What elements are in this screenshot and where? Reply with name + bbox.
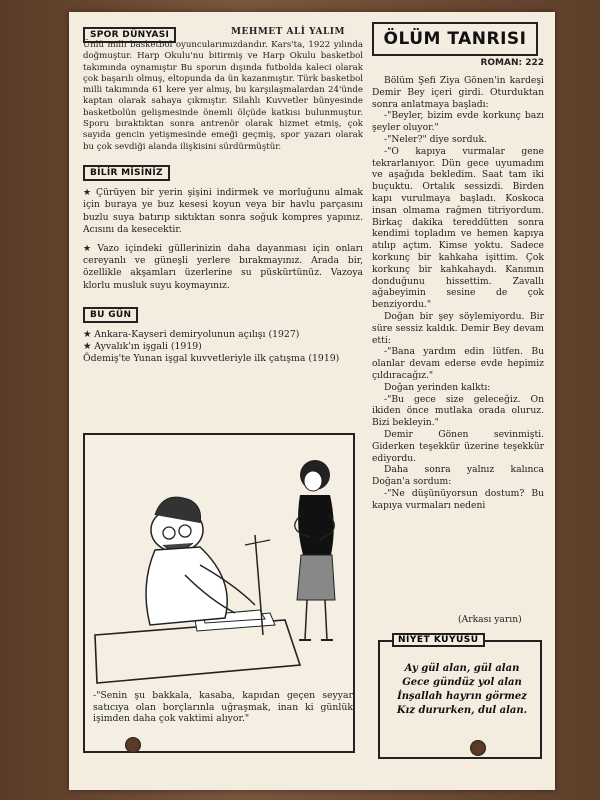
verse-line: Kız dururken, dul alan. — [396, 705, 528, 716]
continued-note: (Arkası yarın) — [458, 614, 522, 625]
punch-hole — [470, 740, 486, 756]
author-name: MEHMET ALİ YALIM — [231, 27, 345, 37]
verse-line: Gece gündüz yol alan — [402, 677, 522, 688]
novel-number: ROMAN: 222 — [480, 58, 544, 68]
novel-paragraph: -"Bana yardım edin lütfen. Bu olanlar devam ederse evde hepimiz çıldıracağız." — [372, 346, 544, 381]
spor-text: Ünlü milli basketbol oyuncularımızdandır. Kars'ta, 1922 yılında doğmuştur. Harp Okulu'nu bitirmiş ve Harp Okulu basketbol takımında oynamıştır Bu sporun dışında futbolda kaleci olarak çok başarılı olmuş, eltopunda da ün kazanmıştır. Türk basketbol milli takımında 61 kere yer almış, bu karşılaşmalardan 24'ünde kaptan olarak sahaya çıkmıştır. Silahlı Kuvvetler bünyesinde basketbolün gelişmesinde önemli ölçüde katkısı bulunmuştur. Sporu bıraktıktan sonra antrenör olarak hizmet etmiş, çok sayıda gencin yetişmesinde emeği geçmiş, spor yazarı olarak bu çok sevdiği alanda ilişkisini sürdürmüştür. — [83, 40, 363, 152]
punch-hole — [125, 737, 141, 753]
niyet-verse — [388, 662, 536, 718]
novel-paragraph: Doğan yerinden kalktı: — [384, 381, 491, 393]
bilir-item-1: ★ Çürüyen bir yerin şişini indirmek ve morluğunu almak için buraya ye buz kesesi koyun veya bir havlu parçasını buzlu suya batırıp sıktıktan sonra soğuk kompres yapınız. Acısını da kesecektir. — [83, 186, 363, 236]
novel-paragraph: -"Neler?" diye sorduk. — [384, 133, 487, 145]
bilir-misiniz-tag: BİLİR MİSİNİZ — [83, 165, 170, 181]
niyet-kuyusu-tag: NİYET KUYUSU — [392, 633, 485, 647]
novel-paragraph: Doğan bir şey söylemiyordu. Bir süre sessiz kaldık. Demir Bey devam etti: — [372, 310, 544, 346]
cartoon-drawing — [85, 435, 349, 685]
novel-title: ÖLÜM TANRISI — [372, 22, 538, 56]
cartoon-caption: -"Senin şu bakkala, kasaba, kapıdan geçen seyyar satıcıya olan borçlarınla uğraşmak, inan ki günlük işimden daha çok vaktimi alıyor." — [93, 690, 353, 725]
novel-paragraph: Bölüm Şefi Ziya Gönen'in kardeşi Demir Bey içeri girdi. Oturduktan sonra anlatmaya başladı: — [372, 75, 544, 110]
novel-text — [372, 75, 544, 511]
bugun-item: ★ Ayvalık'ın işgali (1919) — [83, 341, 202, 353]
bugun-item: ★ Ankara-Kayseri demiryolunun açılışı (1927) — [83, 329, 300, 341]
spor-dunyasi-tag: SPOR DÜNYASI — [83, 27, 176, 43]
star-icon: ★ — [83, 243, 95, 254]
bugun-item: Ödemiş'te Yunan işgal kuvvetleriyle ilk çatışma (1919) — [83, 353, 340, 365]
bilir-item-2: ★ Vazo içindeki güllerinizin daha dayanması için onları cereyanlı ve güneşli yerlere bırakmayınız. Arada bir, özellikle akşamları üzerlerine su püskürtünüz. Vazoya klorlu musluk suyu koymayınız. — [83, 242, 363, 291]
left-column — [83, 22, 363, 365]
niyet-kuyusu-box — [378, 635, 542, 759]
star-icon: ★ — [83, 187, 94, 198]
novel-paragraph: Demir Gönen sevinmişti. Giderken teşekkür üzerine teşekkür ediyordu. — [372, 428, 544, 464]
verse-line: İnşallah hayrın görmez — [397, 691, 527, 702]
bugun-tag: BU GÜN — [83, 307, 138, 323]
verse-line: Ay gül alan, gül alan — [404, 663, 520, 674]
novel-paragraph: -"Beyler, bizim evde korkunç bazı şeyler oluyor." — [372, 110, 544, 134]
novel-paragraph: -"Ne düşünüyorsun dostum? Bu kapıya vurmaları nedeni — [372, 487, 544, 511]
novel-paragraph: Daha sonra yalnız kalınca Doğan'a sordum: — [372, 464, 544, 488]
novel-paragraph: -"O kapıya vurmalar gene tekrarlanıyor. Dün gece uyumadım ve aşağıda bekledim. Saat tam iki buçuktu. Ortalık sessizdi. Birden kapı vurulmaya başladı. Koskoca insan olmama rağmen titriyordum. Birkaç dakika tereddütten sonra kendimi topladım ve hemen kapıya atılıp açtım. Kimse yoktu. Sadece korkunç bir kahkaha işittim. Çok korkunç bir kahkahaydı. Kanımın donduğunu hissettim. Zavallı ağabeyimin sesine de çok benziyordu." — [372, 145, 544, 311]
novel-paragraph: -"Bu gece size geleceğiz. On ikiden önce mutlaka orada oluruz. Bizi bekleyin." — [372, 393, 544, 429]
